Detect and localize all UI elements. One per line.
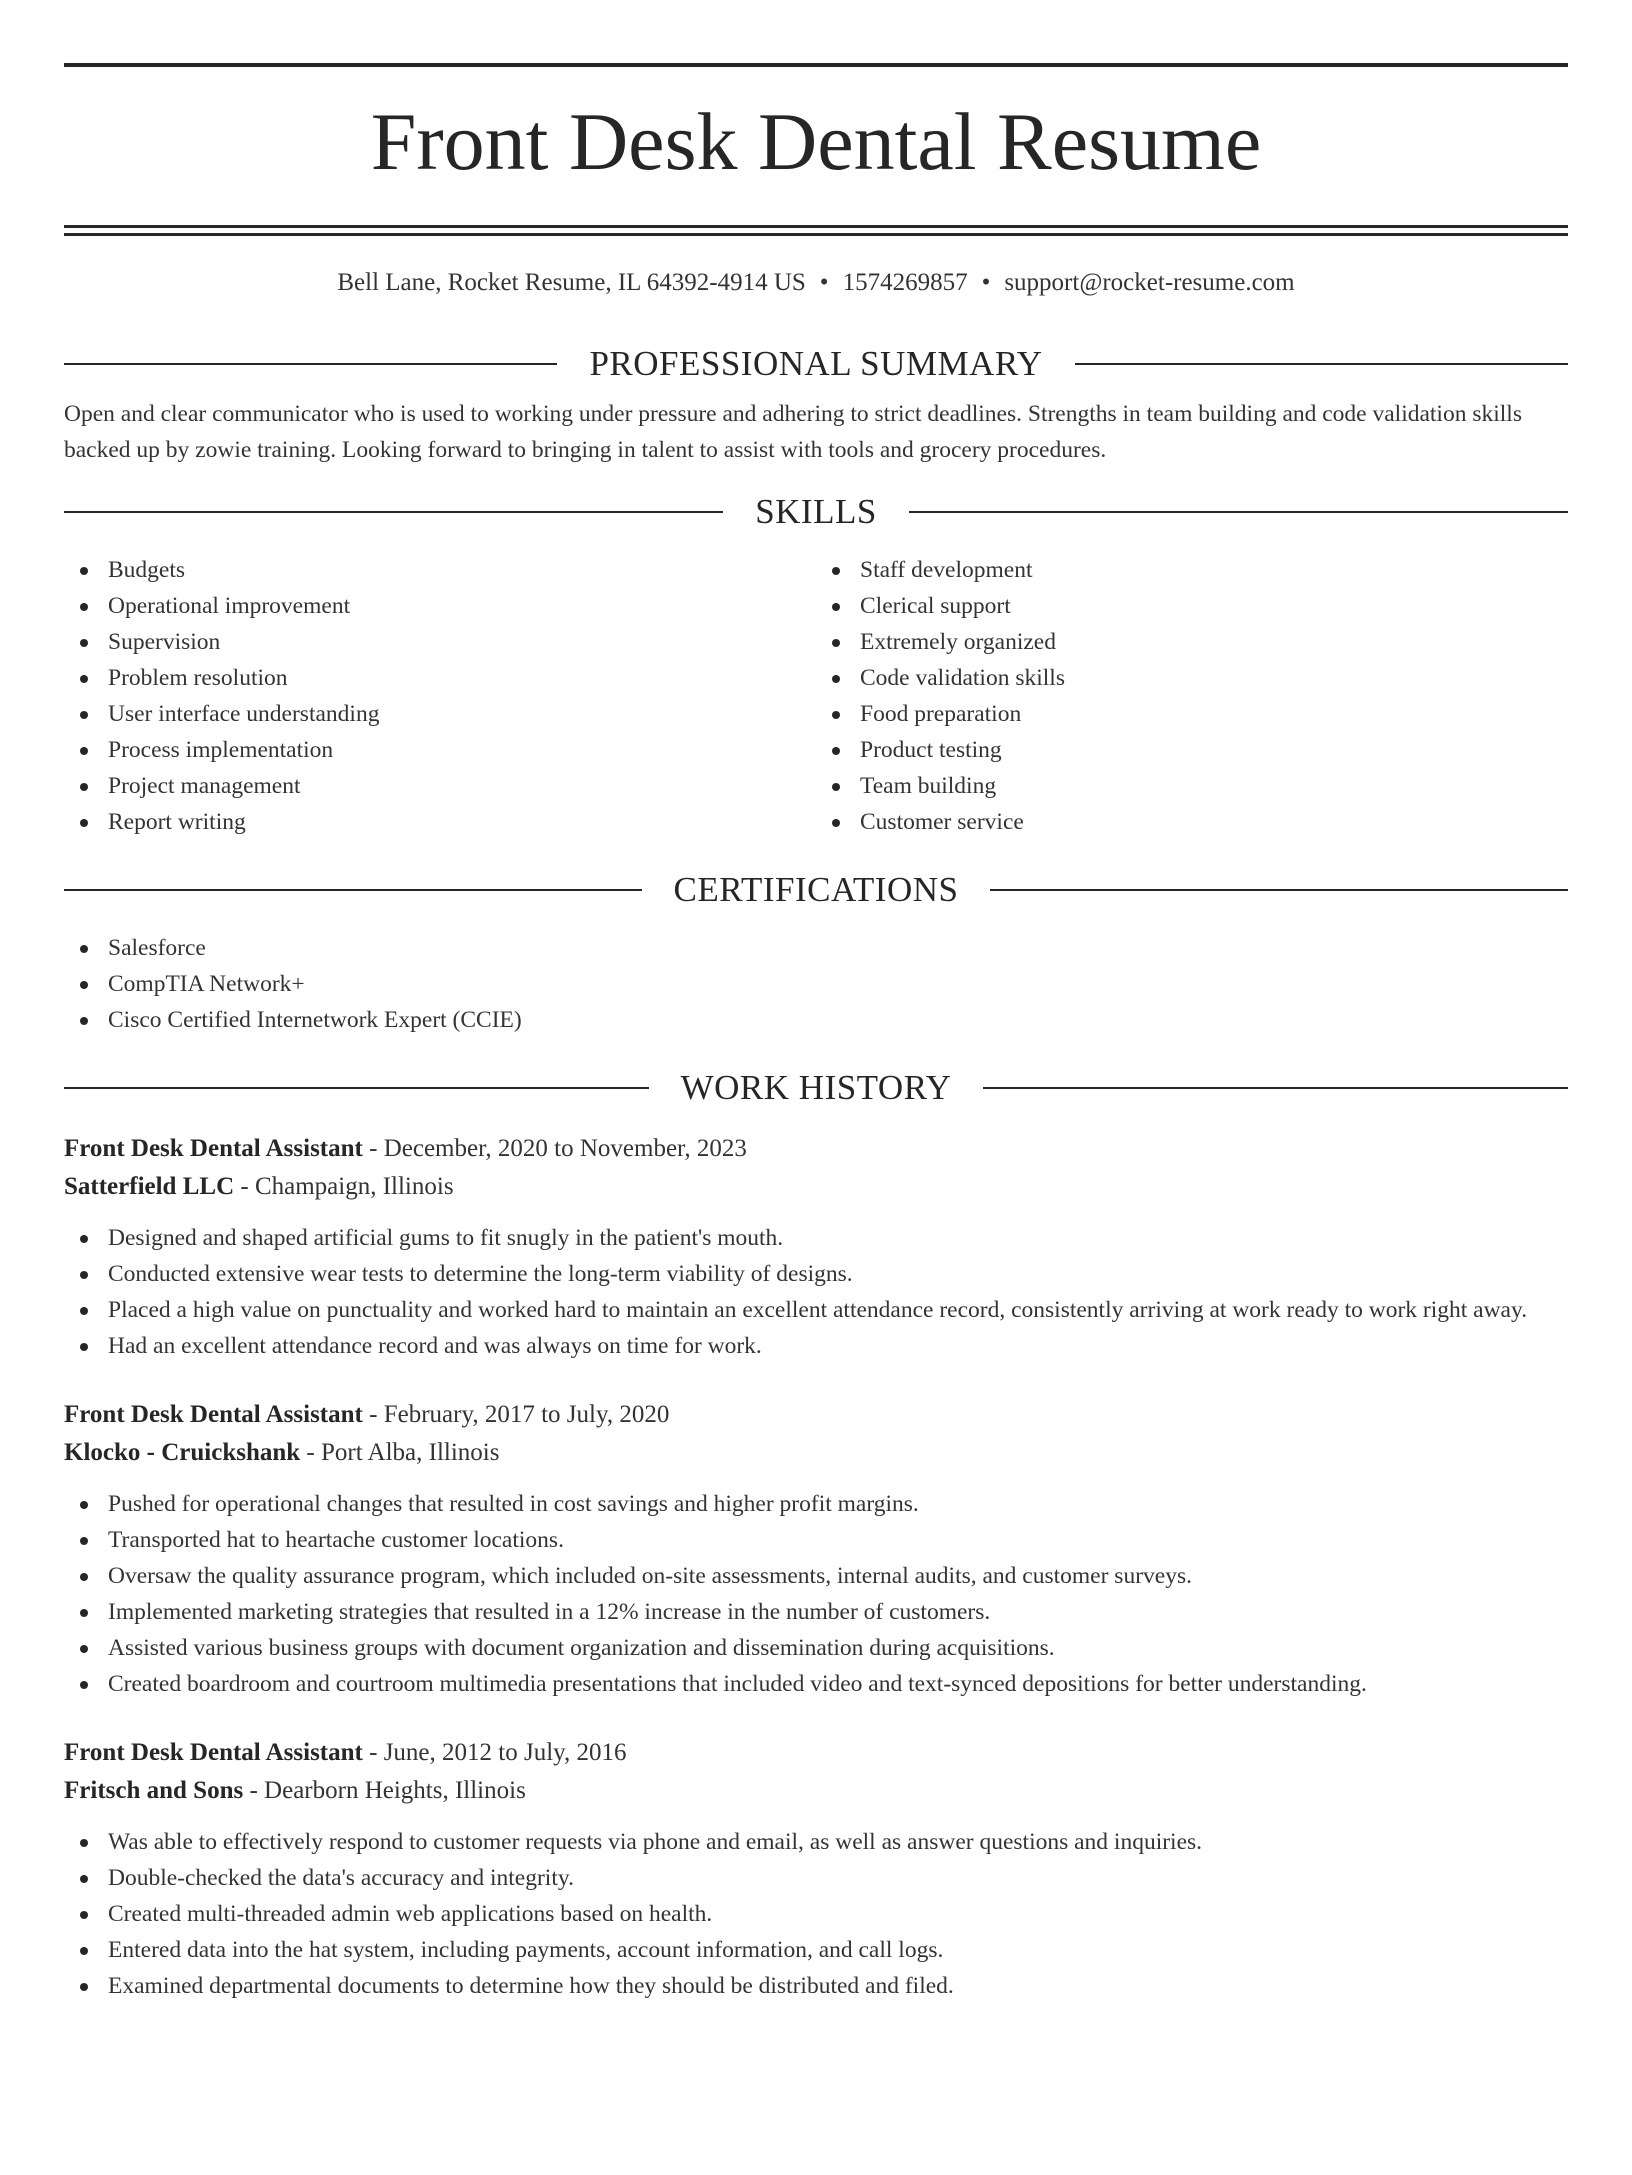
- skills-list-left: [64, 552, 816, 840]
- job-bullet: Was able to effectively respond to customer requests via phone and email, as well as answer questions and inquiries.: [64, 1824, 1568, 1860]
- job-bullet: Transported hat to heartache customer locations.: [64, 1522, 1568, 1558]
- job-title-line: [64, 1734, 1568, 1772]
- job-bullet: Designed and shaped artificial gums to fit snugly in the patient's mouth.: [64, 1220, 1568, 1256]
- job-title: Front Desk Dental Assistant: [64, 1401, 363, 1428]
- heading-rule: [983, 1087, 1568, 1089]
- job-bullets: [64, 1486, 1568, 1702]
- contact-separator: •: [819, 269, 829, 296]
- job-company: Klocko - Cruickshank: [64, 1439, 301, 1466]
- skill-item: Supervision: [64, 624, 816, 660]
- job-dates: June, 2012 to July, 2016: [383, 1739, 627, 1766]
- job-company-line: [64, 1168, 1568, 1206]
- job-dash: -: [306, 1439, 315, 1466]
- job-company-line: [64, 1434, 1568, 1472]
- job-title-line: [64, 1130, 1568, 1168]
- job-dash: -: [369, 1739, 378, 1766]
- skill-item: Report writing: [64, 804, 816, 840]
- skills-heading: [64, 492, 1568, 532]
- job-company: Fritsch and Sons: [64, 1777, 244, 1804]
- job-title-line: [64, 1396, 1568, 1434]
- skills-list-right: [816, 552, 1568, 840]
- heading-rule: [64, 1087, 649, 1089]
- job-company: Satterfield LLC: [64, 1173, 235, 1200]
- heading-rule: [64, 363, 557, 365]
- resume-title: Front Desk Dental Resume: [370, 96, 1262, 187]
- job-entry: [64, 1130, 1568, 1364]
- heading-rule: [1075, 363, 1568, 365]
- skills-columns: [64, 552, 1568, 840]
- skill-item: Clerical support: [816, 588, 1568, 624]
- skill-item: Problem resolution: [64, 660, 816, 696]
- work-history-heading-label: WORK HISTORY: [680, 1068, 952, 1107]
- job-dash: -: [249, 1777, 258, 1804]
- job-bullets: [64, 1824, 1568, 2004]
- heading-rule: [909, 511, 1568, 513]
- contact-separator: •: [981, 269, 991, 296]
- certifications-heading-label: CERTIFICATIONS: [673, 870, 959, 909]
- heading-rule: [64, 511, 723, 513]
- top-rule: [64, 63, 1568, 67]
- job-bullets: [64, 1220, 1568, 1364]
- job-bullet: Had an excellent attendance record and was always on time for work.: [64, 1328, 1568, 1364]
- title-double-rule: [64, 225, 1568, 236]
- summary-heading: [64, 344, 1568, 384]
- skill-item: Operational improvement: [64, 588, 816, 624]
- contact-phone[interactable]: 1574269857: [842, 269, 968, 296]
- job-dates: December, 2020 to November, 2023: [383, 1135, 747, 1162]
- job-location: Champaign, Illinois: [254, 1173, 454, 1200]
- job-entry: [64, 1734, 1568, 2004]
- skill-item: Food preparation: [816, 696, 1568, 732]
- job-entry: [64, 1396, 1568, 1702]
- skill-item: Product testing: [816, 732, 1568, 768]
- skill-item: Extremely organized: [816, 624, 1568, 660]
- job-bullet: Oversaw the quality assurance program, which included on-site assessments, internal audits, and customer surveys.: [64, 1558, 1568, 1594]
- summary-text: Open and clear communicator who is used to working under pressure and adhering to strict deadlines. Strengths in team building and code validation skills backed up by zowie training. Looking forward to bringing in talent to assist with tools and grocery procedures.: [64, 401, 1522, 463]
- heading-rule: [64, 889, 642, 891]
- work-history-heading: [64, 1068, 1568, 1108]
- skill-item: Code validation skills: [816, 660, 1568, 696]
- job-title: Front Desk Dental Assistant: [64, 1135, 363, 1162]
- job-bullet: Examined departmental documents to determine how they should be distributed and filed.: [64, 1968, 1568, 2004]
- contact-line: [64, 266, 1568, 300]
- job-bullet: Implemented marketing strategies that resulted in a 12% increase in the number of customers.: [64, 1594, 1568, 1630]
- job-dates: February, 2017 to July, 2020: [383, 1401, 670, 1428]
- job-bullet: Entered data into the hat system, including payments, account information, and call logs.: [64, 1932, 1568, 1968]
- job-bullet: Pushed for operational changes that resulted in cost savings and higher profit margins.: [64, 1486, 1568, 1522]
- resume-page: [0, 63, 1632, 2175]
- skills-heading-label: SKILLS: [755, 492, 877, 531]
- certifications-heading: [64, 870, 1568, 910]
- job-location: Dearborn Heights, Illinois: [264, 1777, 526, 1804]
- contact-address: Bell Lane, Rocket Resume, IL 64392-4914 US: [337, 269, 806, 296]
- certification-item: Salesforce: [64, 930, 1568, 966]
- job-bullet: Assisted various business groups with document organization and dissemination during acquisitions.: [64, 1630, 1568, 1666]
- job-dash: -: [369, 1135, 378, 1162]
- skill-item: Budgets: [64, 552, 816, 588]
- job-dash: -: [369, 1401, 378, 1428]
- job-bullet: Placed a high value on punctuality and worked hard to maintain an excellent attendance record, consistently arriving at work ready to work right away.: [64, 1292, 1568, 1328]
- contact-email[interactable]: support@rocket-resume.com: [1004, 269, 1295, 296]
- job-title: Front Desk Dental Assistant: [64, 1739, 363, 1766]
- job-company-line: [64, 1772, 1568, 1810]
- job-bullet: Created multi-threaded admin web applications based on health.: [64, 1896, 1568, 1932]
- heading-rule: [990, 889, 1568, 891]
- certification-item: CompTIA Network+: [64, 966, 1568, 1002]
- skill-item: Process implementation: [64, 732, 816, 768]
- certification-item: Cisco Certified Internetwork Expert (CCIE): [64, 1002, 1568, 1038]
- skill-item: Team building: [816, 768, 1568, 804]
- skill-item: Customer service: [816, 804, 1568, 840]
- skill-item: Project management: [64, 768, 816, 804]
- job-bullet: Conducted extensive wear tests to determine the long-term viability of designs.: [64, 1256, 1568, 1292]
- skill-item: Staff development: [816, 552, 1568, 588]
- job-bullet: Double-checked the data's accuracy and integrity.: [64, 1860, 1568, 1896]
- job-location: Port Alba, Illinois: [321, 1439, 500, 1466]
- job-bullet: Created boardroom and courtroom multimedia presentations that included video and text-synced depositions for better understanding.: [64, 1666, 1568, 1702]
- certifications-list: [64, 930, 1568, 1038]
- summary-heading-label: PROFESSIONAL SUMMARY: [589, 344, 1043, 383]
- job-dash: -: [240, 1173, 249, 1200]
- skill-item: User interface understanding: [64, 696, 816, 732]
